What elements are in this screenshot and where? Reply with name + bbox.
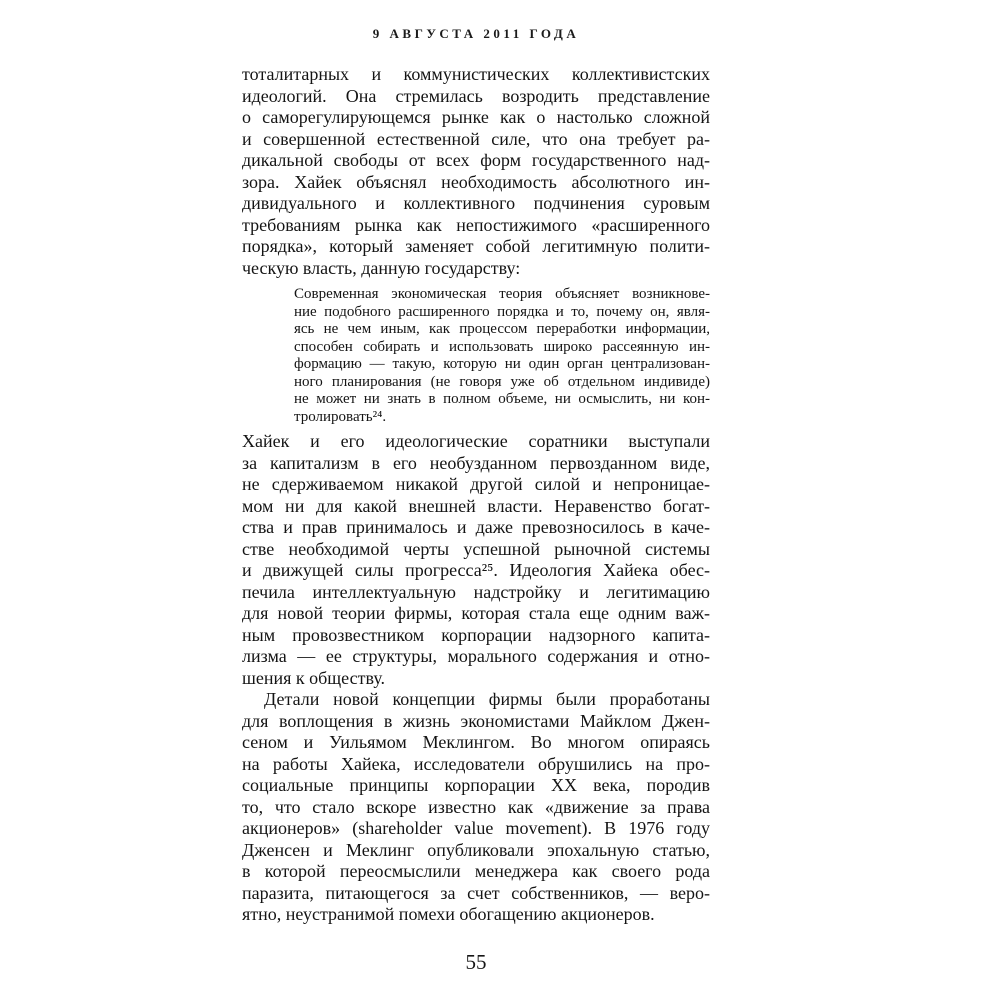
text-line: порядка», который заменяет собой легитимную полити-: [242, 236, 710, 256]
text-line: за капитализм в его необузданном первозданном виде,: [242, 452, 710, 473]
text-line: акционеров» (shareholder value movement). В 1976 году: [242, 818, 710, 838]
paragraph: [242, 431, 710, 689]
paragraph: [242, 64, 710, 279]
text-line: формацию — такую, которую ни один орган централизован-: [294, 356, 710, 372]
text-line: шения к обществу.: [242, 667, 386, 688]
text-line: ческую власть, данную государству:: [242, 257, 521, 278]
text-line: на работы Хайека, исследователи обрушились на про-: [242, 753, 710, 774]
text-line: о саморегулирующемся рынке как о настолько сложной: [242, 107, 710, 127]
text-line: Хайек и его идеологические соратники выступали: [242, 431, 710, 451]
text-line: ясь не чем иным, как процессом переработки информации,: [294, 321, 710, 337]
text-line: Дженсен и Меклинг опубликовали эпохальную статью,: [242, 839, 710, 860]
running-header: 9 АВГУСТА 2011 ГОДА: [372, 26, 580, 41]
text-line: ного планирования (не говоря уже об отдельном индивиде): [294, 373, 710, 390]
text-line: дивидуального и коллективного подчинения суровым: [242, 193, 710, 213]
text-line: тоталитарных и коммунистических коллективистских: [242, 64, 710, 84]
text-line: тролировать²⁴.: [294, 408, 387, 425]
text-line: и совершенной естественной силе, что она требует ра-: [242, 128, 710, 149]
page-number: 55: [465, 950, 487, 974]
text-line: ным провозвестником корпорации надзорного капита-: [242, 624, 710, 645]
paragraph: [242, 689, 710, 926]
text-line: мом ни для какой внешней власти. Неравенство богат-: [242, 495, 710, 516]
text-line: Детали новой концепции фирмы были проработаны: [264, 689, 710, 709]
text-line: сеном и Уильямом Меклингом. Во многом опираясь: [242, 732, 710, 752]
text-line: то, что стало вскоре известно как «движение за права: [242, 796, 710, 817]
text-line: для воплощения в жизнь экономистами Майклом Джен-: [242, 710, 710, 731]
text-line: не сдерживаемом никакой другой силой и непроницае-: [242, 474, 710, 494]
text-line: зора. Хайек объяснял необходимость абсолютного ин-: [242, 171, 710, 192]
text-line: социальные принципы корпорации XX века, породив: [242, 775, 710, 795]
text-line: способен собирать и использовать широко рассеянную ин-: [294, 338, 710, 355]
text-line: ства и прав принималось и даже превозносилось в каче-: [242, 517, 710, 537]
text-line: идеологий. Она стремилась возродить представление: [242, 85, 710, 106]
text-line: в которой переосмыслили менеджера как своего рода: [242, 861, 710, 881]
text-line: ние подобного расширенного порядка и то, почему он, явля-: [294, 303, 710, 320]
text-line: не может ни знать в полном объеме, ни осмыслить, ни кон-: [294, 391, 710, 407]
text-line: требованиям рынка как непостижимого «расширенного: [242, 214, 710, 235]
text-line: Современная экономическая теория объясняет возникнове-: [294, 286, 710, 302]
text-line: лизма — ее структуры, морального содержания и отно-: [242, 646, 710, 666]
text-line: дикальной свободы от всех форм государственного над-: [242, 150, 710, 170]
text-line: паразита, питающегося за счет собственников, — веро-: [242, 882, 710, 903]
text-line: ятно, неустранимой помехи обогащению акционеров.: [242, 904, 655, 924]
text-line: и движущей силы прогресса²⁵. Идеология Хайека обес-: [242, 560, 710, 580]
text-line: для новой теории фирмы, которая стала еще одним важ-: [242, 603, 710, 623]
text-line: печила интеллектуальную надстройку и легитимацию: [242, 581, 710, 602]
text-line: стве необходимой черты успешной рыночной системы: [242, 538, 710, 559]
blockquote: [294, 286, 710, 426]
text-column: [242, 64, 710, 926]
